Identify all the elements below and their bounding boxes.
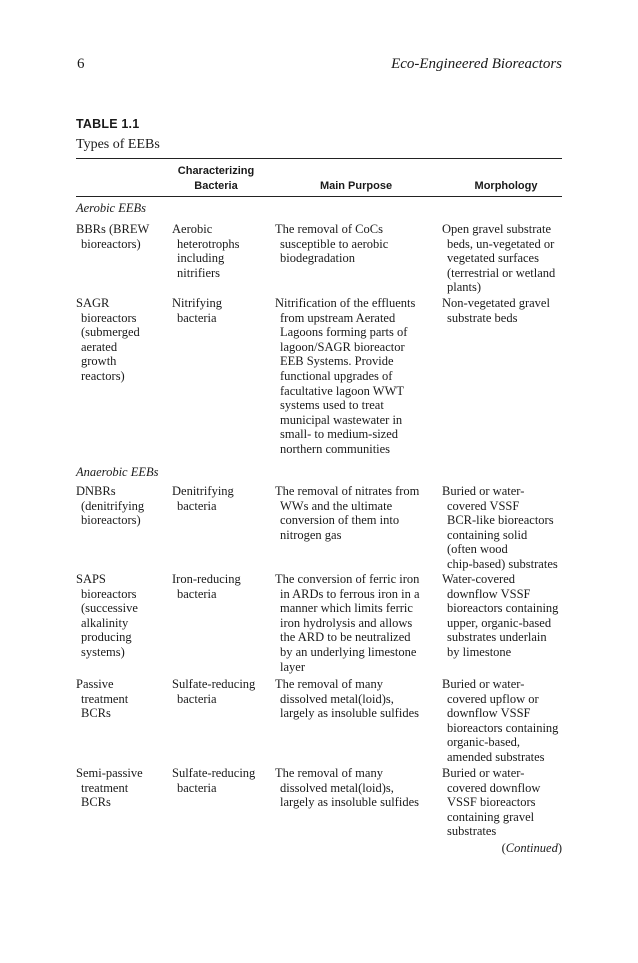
cell-line: Non-vegetated gravel xyxy=(442,296,550,310)
table-label: TABLE 1.1 xyxy=(76,117,140,131)
cell-line: systems used to treat xyxy=(280,398,384,413)
cell-line: DNBRs xyxy=(76,484,116,498)
cell-bacteria xyxy=(172,677,255,706)
cell-line: the ARD to be neutralized xyxy=(280,630,411,645)
cell-line: upper, organic-based xyxy=(447,615,552,630)
table-header-rule xyxy=(76,196,562,197)
column-header-purpose: Main Purpose xyxy=(319,180,393,192)
cell-line: Buried or water- xyxy=(442,766,525,780)
cell-type xyxy=(76,572,138,660)
cell-line: small- to medium-sized xyxy=(280,427,399,442)
cell-line: bacteria xyxy=(177,586,217,601)
cell-line: systems) xyxy=(81,644,125,659)
cell-type xyxy=(76,296,140,384)
cell-line: susceptible to aerobic xyxy=(280,236,389,251)
cell-line: downflow VSSF xyxy=(447,586,531,601)
cell-line: lagoon/SAGR bioreactor xyxy=(280,339,405,354)
cell-line: (denitrifying xyxy=(81,498,145,513)
cell-line: Buried or water- xyxy=(442,677,525,691)
cell-line: downflow VSSF xyxy=(447,706,531,721)
cell-line: BBRs (BREW xyxy=(76,222,150,236)
section-anaerobic: Anaerobic EEBs xyxy=(76,465,159,479)
cell-line: municipal wastewater in xyxy=(280,412,403,427)
cell-line: BCRs xyxy=(81,795,111,810)
cell-line: (successive xyxy=(81,601,138,616)
cell-line: Semi-passive xyxy=(76,766,143,780)
cell-line: (terrestrial or wetland xyxy=(447,265,556,280)
running-header-title: Eco-Engineered Bioreactors xyxy=(391,56,562,72)
cell-morphology xyxy=(442,677,558,765)
column-header-bacteria-line2: Bacteria xyxy=(194,180,238,192)
cell-line: Iron-reducing xyxy=(172,572,241,586)
cell-line: VSSF bioreactors xyxy=(447,795,536,810)
cell-purpose xyxy=(275,484,419,542)
table-top-rule xyxy=(76,158,562,159)
cell-morphology xyxy=(442,296,550,325)
cell-line: beds, un-vegetated or xyxy=(447,236,555,251)
cell-line: by an underlying limestone xyxy=(280,644,417,659)
cell-line: nitrifiers xyxy=(177,265,221,280)
cell-line: conversion of them into xyxy=(280,513,400,528)
cell-line: BCR-like bioreactors xyxy=(447,513,554,528)
cell-line: bacteria xyxy=(177,691,217,706)
page-number: 6 xyxy=(77,56,85,72)
cell-morphology xyxy=(442,766,540,839)
cell-line: (submerged xyxy=(81,325,140,340)
cell-morphology xyxy=(442,484,558,572)
cell-line: Sulfate-reducing xyxy=(172,677,256,691)
cell-type xyxy=(76,484,144,528)
cell-line: Open gravel substrate xyxy=(442,222,551,236)
cell-type xyxy=(76,677,128,721)
cell-line: biodegradation xyxy=(280,251,355,266)
continued-note: (Continued) xyxy=(501,841,562,855)
cell-line: heterotrophs xyxy=(177,236,240,251)
cell-purpose xyxy=(275,572,420,674)
cell-purpose xyxy=(275,677,419,721)
cell-line: bioreactors) xyxy=(81,513,141,528)
cell-line: plants) xyxy=(447,280,482,295)
cell-line: Passive xyxy=(76,677,114,691)
cell-line: Water-covered xyxy=(442,572,515,586)
cell-line: producing xyxy=(81,630,132,645)
cell-line: The removal of many xyxy=(275,677,383,691)
cell-line: SAPS xyxy=(76,572,106,586)
cell-line: substrates underlain xyxy=(447,630,547,645)
cell-line: bioreactors xyxy=(81,310,137,325)
cell-line: substrate beds xyxy=(447,310,518,325)
cell-line: bioreactors) xyxy=(81,236,141,251)
cell-line: covered upflow or xyxy=(447,691,539,706)
column-header-bacteria-line1: Characterizing xyxy=(177,165,255,177)
cell-line: manner which limits ferric xyxy=(280,601,413,616)
column-header-bacteria xyxy=(162,164,270,194)
cell-line: The removal of CoCs xyxy=(275,222,383,236)
cell-line: including xyxy=(177,251,225,266)
cell-type xyxy=(76,766,143,810)
cell-line: containing solid xyxy=(447,527,528,542)
cell-line: Denitrifying xyxy=(172,484,234,498)
cell-line: bioreactors containing xyxy=(447,720,559,735)
cell-line: treatment xyxy=(81,691,129,706)
cell-line: substrates xyxy=(447,824,497,839)
cell-line: largely as insoluble sulfides xyxy=(280,795,419,810)
cell-line: largely as insoluble sulfides xyxy=(280,706,419,721)
cell-purpose xyxy=(275,766,419,810)
cell-morphology xyxy=(442,222,555,295)
cell-line: SAGR xyxy=(76,296,110,310)
cell-line: functional upgrades of xyxy=(280,368,393,383)
cell-line: bioreactors xyxy=(81,586,137,601)
column-header-morphology: Morphology xyxy=(474,180,538,192)
cell-line: Buried or water- xyxy=(442,484,525,498)
cell-bacteria xyxy=(172,296,222,325)
cell-line: in ARDs to ferrous iron in a xyxy=(280,586,420,601)
cell-line: iron hydrolysis and allows xyxy=(280,615,413,630)
cell-line: The removal of nitrates from xyxy=(275,484,420,498)
cell-line: BCRs xyxy=(81,706,111,721)
section-aerobic: Aerobic EEBs xyxy=(76,201,147,215)
cell-line: facultative lagoon WWT xyxy=(280,383,405,398)
cell-line: aerated xyxy=(81,339,118,354)
cell-line: chip-based) substrates xyxy=(447,556,558,571)
cell-line: bacteria xyxy=(177,498,217,513)
cell-line: by limestone xyxy=(447,644,512,659)
cell-line: Nitrification of the effluents xyxy=(275,296,416,310)
cell-line: (often wood xyxy=(447,542,508,557)
cell-line: organic-based, xyxy=(447,735,521,750)
cell-line: EEB Systems. Provide xyxy=(280,354,394,369)
cell-purpose xyxy=(275,222,388,266)
cell-line: Lagoons forming parts of xyxy=(280,325,408,340)
cell-line: alkalinity xyxy=(81,615,129,630)
cell-purpose xyxy=(275,296,415,457)
table-caption: Types of EEBs xyxy=(76,137,160,152)
cell-line: The removal of many xyxy=(275,766,383,780)
cell-line: The conversion of ferric iron xyxy=(275,572,420,586)
cell-line: covered VSSF xyxy=(447,498,520,513)
cell-line: treatment xyxy=(81,780,129,795)
cell-line: Sulfate-reducing xyxy=(172,766,256,780)
cell-bacteria xyxy=(172,484,234,513)
cell-type xyxy=(76,222,149,251)
cell-line: bacteria xyxy=(177,780,217,795)
cell-line: bioreactors containing xyxy=(447,601,559,616)
cell-line: dissolved metal(loid)s, xyxy=(280,780,394,795)
cell-bacteria xyxy=(172,222,239,280)
cell-line: layer xyxy=(280,659,305,674)
cell-line: WWs and the ultimate xyxy=(280,498,393,513)
cell-line: dissolved metal(loid)s, xyxy=(280,691,394,706)
cell-line: bacteria xyxy=(177,310,217,325)
continued-word: Continued xyxy=(505,841,558,855)
cell-line: northern communities xyxy=(280,441,391,456)
cell-line: containing gravel xyxy=(447,809,535,824)
cell-line: covered downflow xyxy=(447,780,541,795)
cell-line: from upstream Aerated xyxy=(280,310,396,325)
cell-line: vegetated surfaces xyxy=(447,251,539,266)
cell-line: reactors) xyxy=(81,368,125,383)
cell-line: nitrogen gas xyxy=(280,527,342,542)
cell-line: amended substrates xyxy=(447,749,545,764)
cell-line: Aerobic xyxy=(172,222,213,236)
cell-bacteria xyxy=(172,572,241,601)
cell-bacteria xyxy=(172,766,255,795)
cell-morphology xyxy=(442,572,558,660)
cell-line: growth xyxy=(81,354,117,369)
cell-line: Nitrifying xyxy=(172,296,222,310)
